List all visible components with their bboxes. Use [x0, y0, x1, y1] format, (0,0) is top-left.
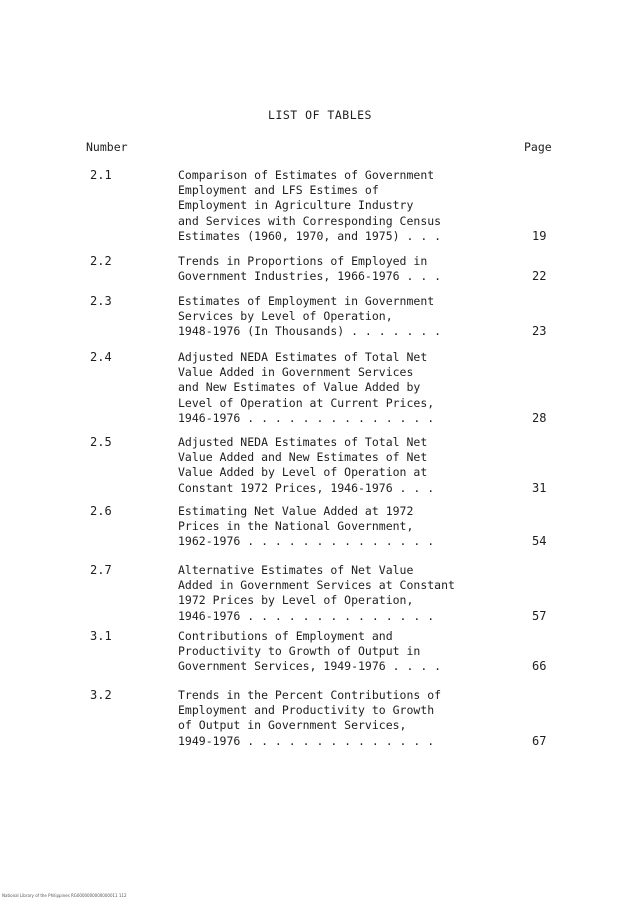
- description-line: Productivity to Growth of Output in: [178, 644, 421, 659]
- description-line: Employment and Productivity to Growth: [178, 703, 435, 718]
- table-number: 3.1: [90, 629, 112, 643]
- description-line: Comparison of Estimates of Government: [178, 168, 435, 182]
- description-line: Trends in Proportions of Employed in: [178, 254, 428, 268]
- description-line: Employment and LFS Estimes of: [178, 183, 379, 198]
- description-line: and New Estimates of Value Added by: [178, 380, 421, 395]
- description-line: Employment in Agriculture Industry: [178, 198, 414, 213]
- description-line: Alternative Estimates of Net Value: [178, 563, 414, 577]
- table-number: 2.4: [90, 350, 112, 364]
- table-number: 2.2: [90, 254, 112, 268]
- table-number: 2.5: [90, 435, 112, 449]
- description-line: Government Services, 1949-1976 . . . .: [178, 659, 442, 674]
- description-line: 1949-1976 . . . . . . . . . . . . . .: [178, 733, 435, 748]
- table-description: [178, 688, 518, 749]
- table-number: 3.2: [90, 688, 112, 702]
- description-line: 1972 Prices by Level of Operation,: [178, 593, 414, 608]
- page-column-header: Page: [524, 140, 552, 154]
- table-description: [178, 435, 518, 496]
- description-line: and Services with Corresponding Census: [178, 213, 442, 228]
- page-title: LIST OF TABLES: [268, 108, 372, 122]
- description-line: of Output in Government Services,: [178, 718, 407, 733]
- description-line: Estimates (1960, 1970, and 1975) . . .: [178, 228, 442, 243]
- page-number: 67: [532, 733, 547, 748]
- description-line: Estimates of Employment in Government: [178, 294, 435, 308]
- description-line: 1962-1976 . . . . . . . . . . . . . .: [178, 534, 435, 549]
- description-line: Trends in the Percent Contributions of: [178, 688, 442, 702]
- table-description: [178, 168, 518, 244]
- page-number: 28: [532, 410, 547, 425]
- description-line: Value Added in Government Services: [178, 365, 414, 380]
- description-line: 1948-1976 (In Thousands) . . . . . . .: [178, 324, 442, 339]
- description-line: Adjusted NEDA Estimates of Total Net: [178, 435, 428, 449]
- description-line: Estimating Net Value Added at 1972: [178, 504, 414, 518]
- description-line: Adjusted NEDA Estimates of Total Net: [178, 350, 428, 364]
- table-description: [178, 629, 518, 675]
- table-number: 2.1: [90, 168, 112, 182]
- footer-note: National Library of the Philippines RG0000000000000011 112: [2, 893, 127, 898]
- description-line: Added in Government Services at Constant: [178, 578, 455, 593]
- description-line: Services by Level of Operation,: [178, 309, 393, 324]
- page-number: 23: [532, 324, 547, 339]
- table-description: [178, 563, 518, 624]
- description-line: Prices in the National Government,: [178, 519, 414, 534]
- number-column-header: Number: [86, 140, 128, 154]
- description-line: Constant 1972 Prices, 1946-1976 . . .: [178, 480, 435, 495]
- page-number: 54: [532, 534, 547, 549]
- description-line: 1946-1976 . . . . . . . . . . . . . .: [178, 410, 435, 425]
- table-description: [178, 254, 518, 284]
- page-number: 57: [532, 608, 547, 623]
- description-line: Government Industries, 1966-1976 . . .: [178, 269, 442, 284]
- description-line: Value Added and New Estimates of Net: [178, 450, 428, 465]
- page-number: 22: [532, 269, 547, 284]
- page-number: 19: [532, 228, 547, 243]
- table-number: 2.6: [90, 504, 112, 518]
- table-number: 2.3: [90, 294, 112, 308]
- description-line: Level of Operation at Current Prices,: [178, 395, 435, 410]
- description-line: 1946-1976 . . . . . . . . . . . . . .: [178, 608, 435, 623]
- table-number: 2.7: [90, 563, 112, 577]
- page-number: 31: [532, 480, 547, 495]
- table-description: [178, 350, 518, 426]
- page-number: 66: [532, 659, 547, 674]
- description-line: Contributions of Employment and: [178, 629, 393, 643]
- table-description: [178, 294, 518, 340]
- table-description: [178, 504, 518, 550]
- description-line: Value Added by Level of Operation at: [178, 465, 428, 480]
